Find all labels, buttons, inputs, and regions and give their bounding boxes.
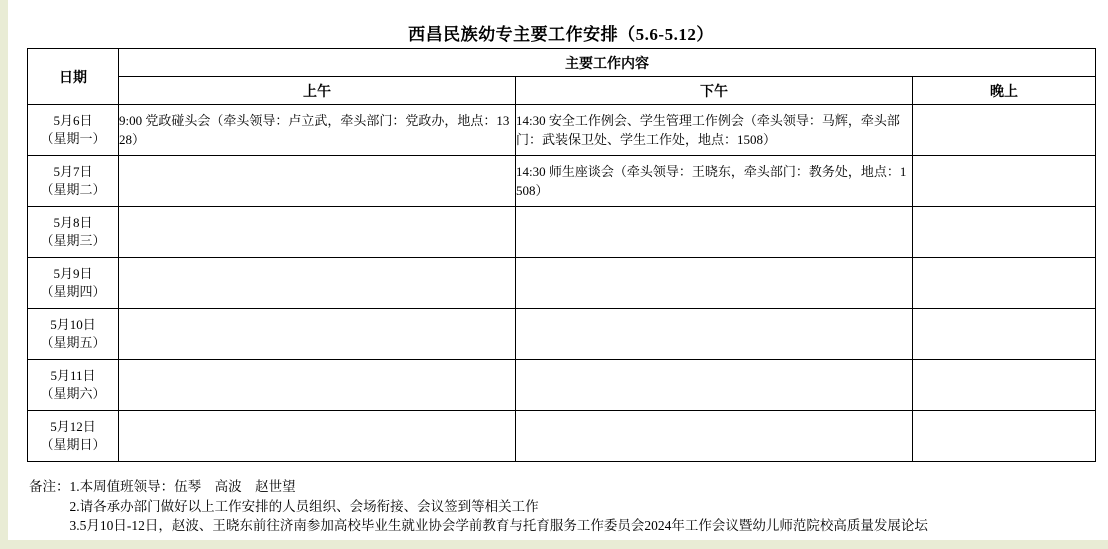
notes-section	[29, 477, 928, 536]
evening-cell	[913, 411, 1096, 462]
morning-cell	[119, 411, 516, 462]
note-item-1: 1.本周值班领导：伍琴 高波 赵世望	[69, 479, 296, 494]
notes-label: 备注：	[29, 479, 70, 494]
weekday-text: （星期三）	[40, 233, 106, 248]
morning-cell	[119, 207, 516, 258]
table-row-may11	[28, 360, 1096, 411]
header-evening: 晚上	[913, 77, 1096, 105]
document-page	[8, 0, 1108, 540]
date-text: 5月6日	[53, 113, 93, 128]
table-row-may7	[28, 156, 1096, 207]
evening-cell	[913, 105, 1096, 156]
morning-cell	[119, 309, 516, 360]
date-cell	[28, 258, 119, 309]
date-cell	[28, 105, 119, 156]
evening-cell	[913, 360, 1096, 411]
date-text: 5月11日	[50, 368, 96, 383]
table-row-may8	[28, 207, 1096, 258]
weekday-text: （星期四）	[40, 284, 106, 299]
morning-cell	[119, 360, 516, 411]
evening-cell	[913, 156, 1096, 207]
table-row-may10	[28, 309, 1096, 360]
table-row-may9	[28, 258, 1096, 309]
evening-cell	[913, 207, 1096, 258]
table-row-may12	[28, 411, 1096, 462]
date-cell	[28, 309, 119, 360]
date-cell	[28, 207, 119, 258]
afternoon-cell	[516, 309, 913, 360]
evening-cell	[913, 309, 1096, 360]
evening-cell	[913, 258, 1096, 309]
header-row-sub	[28, 77, 1096, 105]
date-text: 5月8日	[53, 215, 93, 230]
weekday-text: （星期二）	[40, 182, 106, 197]
note-item-2: 2.请各承办部门做好以上工作安排的人员组织、会场衔接、会议签到等相关工作	[69, 498, 539, 514]
morning-cell	[119, 156, 516, 207]
weekday-text: （星期日）	[40, 437, 106, 452]
header-main-content: 主要工作内容	[119, 49, 1096, 77]
afternoon-cell: 14:30 安全工作例会、学生管理工作例会（牵头领导：马辉，牵头部门：武装保卫处、学生工作处，地点：1508）	[516, 105, 913, 156]
afternoon-cell	[516, 360, 913, 411]
afternoon-cell	[516, 207, 913, 258]
header-row-top	[28, 49, 1096, 77]
header-morning: 上午	[119, 77, 516, 105]
note-item-3: 3.5月10日-12日，赵波、王晓东前往济南参加高校毕业生就业协会学前教育与托育服务工作委员会2024年工作会议暨幼儿师范院校高质量发展论坛	[69, 518, 928, 533]
afternoon-cell	[516, 411, 913, 462]
table-row-may6	[28, 105, 1096, 156]
schedule-table	[27, 48, 1096, 462]
date-text: 5月7日	[53, 164, 93, 179]
weekday-text: （星期一）	[40, 131, 106, 146]
afternoon-cell: 14:30 师生座谈会（牵头领导：王晓东，牵头部门：教务处，地点：1508）	[516, 156, 913, 207]
date-text: 5月10日	[50, 317, 96, 332]
header-date: 日期	[28, 49, 119, 105]
date-text: 5月9日	[53, 266, 93, 281]
weekday-text: （星期五）	[40, 335, 106, 350]
afternoon-cell	[516, 258, 913, 309]
morning-cell: 9:00 党政碰头会（牵头领导：卢立武，牵头部门：党政办，地点：1328）	[119, 105, 516, 156]
page-title: 西昌民族幼专主要工作安排（5.6-5.12）	[408, 25, 714, 44]
morning-cell	[119, 258, 516, 309]
date-cell	[28, 156, 119, 207]
header-afternoon: 下午	[516, 77, 913, 105]
date-cell	[28, 360, 119, 411]
date-cell	[28, 411, 119, 462]
date-text: 5月12日	[50, 419, 96, 434]
weekday-text: （星期六）	[40, 386, 106, 401]
